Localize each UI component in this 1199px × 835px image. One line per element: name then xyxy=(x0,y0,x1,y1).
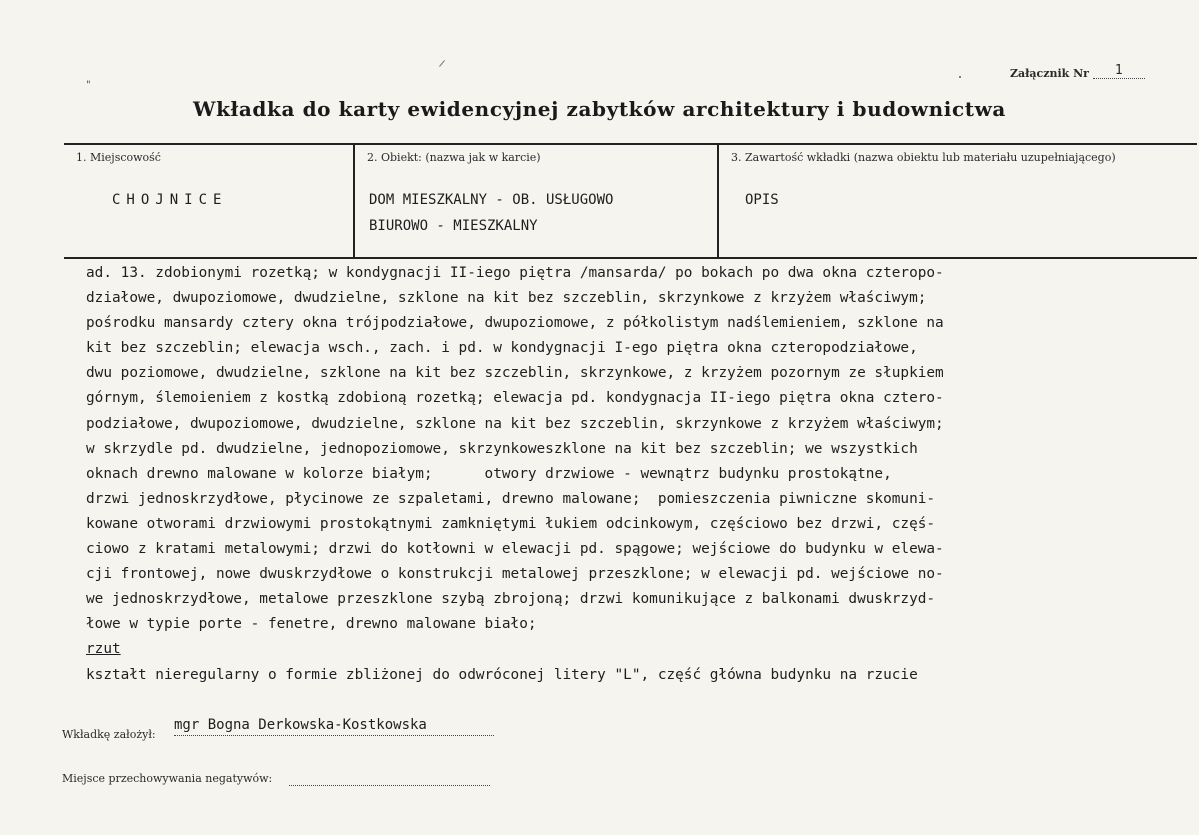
content-cell xyxy=(717,145,1197,257)
text-line: we jednoskrzydłowe, metalowe przeszklone szybą zbrojoną; drzwi komunikujące z balkonami dwuskrzyd- xyxy=(86,591,936,608)
text-line: drzwi jednoskrzydłowe, płycinowe ze szpaletami, drewno malowane; pomieszczenia piwniczne skomuni- xyxy=(86,490,936,507)
section-heading-rzut xyxy=(86,637,1186,662)
text-line: pośrodku mansardy cztery okna trójpodziałowe, dwupoziomowe, z półkolistym nadślemieniem, szklone na xyxy=(86,315,944,332)
section-heading-text: rzut xyxy=(86,641,121,658)
quote-mark: " xyxy=(86,80,91,91)
text-line: podziałowe, dwupoziomowe, dwudzielne, szklone na kit bez szczeblin, skrzynkowe z krzyżem właściwym; xyxy=(86,415,944,432)
paper-speck xyxy=(959,76,961,78)
text-line: działowe, dwupoziomowe, dwudzielne, szklone na kit bez szczeblin, skrzynkowe z krzyżem właściwym; xyxy=(86,290,927,307)
text-line: dwu poziomowe, dwudzielne, szklone na kit bez szczeblin, skrzynkowe, z krzyżem pozornym ze słupkiem xyxy=(86,365,944,382)
locality-label: 1. Miejscowość xyxy=(76,151,161,164)
negatives-label: Miejsce przechowywania negatywów: xyxy=(62,772,273,785)
text-line: cji frontowej, nowe dwuskrzydłowe o konstrukcji metalowej przeszklone; w elewacji pd. wejściowe no- xyxy=(86,566,944,583)
object-cell xyxy=(353,145,717,257)
text-line: kowane otworami drzwiowymi prostokątnymi zamkniętymi łukiem odcinkowym, częściowo bez drzwi, częś- xyxy=(86,515,936,532)
text-line: ciowo z kratami metalowymi; drzwi do kotłowni w elewacji pd. spągowe; wejściowe do budynku w elewa- xyxy=(86,541,944,558)
page-title: Wkładka do karty ewidencyjnej zabytków architektury i budownictwa xyxy=(193,97,1006,121)
author-name: mgr Bogna Derkowska-Kostkowska xyxy=(174,717,494,736)
header-table xyxy=(64,143,1197,259)
author-label: Wkładkę założył: xyxy=(62,728,156,741)
attachment-label: Załącznik Nr xyxy=(1010,67,1089,80)
content-value: OPIS xyxy=(745,192,779,208)
attachment-number xyxy=(1010,63,1145,82)
object-value: DOM MIESZKALNY - OB. USŁUGOWO BIUROWO - MIESZKALNY xyxy=(369,192,614,234)
text-line: oknach drewno malowane w kolorze białym; otwory drzwiowe - wewnątrz budynku prostokątne, xyxy=(86,465,892,482)
text-line: w skrzydle pd. dwudzielne, jednopoziomowe, skrzynkoweszklone na kit bez szczeblin; we wszystkich xyxy=(86,440,918,457)
content-label: 3. Zawartość wkładki (nazwa obiektu lub materiału uzupełniającego) xyxy=(731,151,1116,164)
locality-cell xyxy=(64,145,353,257)
text-line: kit bez szczeblin; elewacja wsch., zach. i pd. w kondygnacji I-ego piętra okna czteropodziałowe, xyxy=(86,340,918,357)
text-line: górnym, ślemoieniem z kostką zdobioną rozetką; elewacja pd. kondygnacja II-iego piętra okna cztero- xyxy=(86,390,944,407)
negatives-blank-line xyxy=(289,785,490,786)
object-label: 2. Obiekt: (nazwa jak w karcie) xyxy=(367,151,541,164)
text-line: łowe w typie porte - fenetre, drewno malowane biało; xyxy=(86,616,537,633)
attachment-number-value: 1 xyxy=(1093,63,1145,79)
text-line: ad. 13. zdobionymi rozetką; w kondygnacji II-iego piętra /mansarda/ po bokach po dwa okna czteropo- xyxy=(86,265,944,281)
description-text xyxy=(86,261,1186,688)
locality-value: CHOJNICE xyxy=(112,192,228,208)
text-line: kształt nieregularny o formie zbliżonej do odwróconej litery "L", część główna budynku na rzucie xyxy=(86,666,918,683)
pen-mark xyxy=(439,60,445,67)
